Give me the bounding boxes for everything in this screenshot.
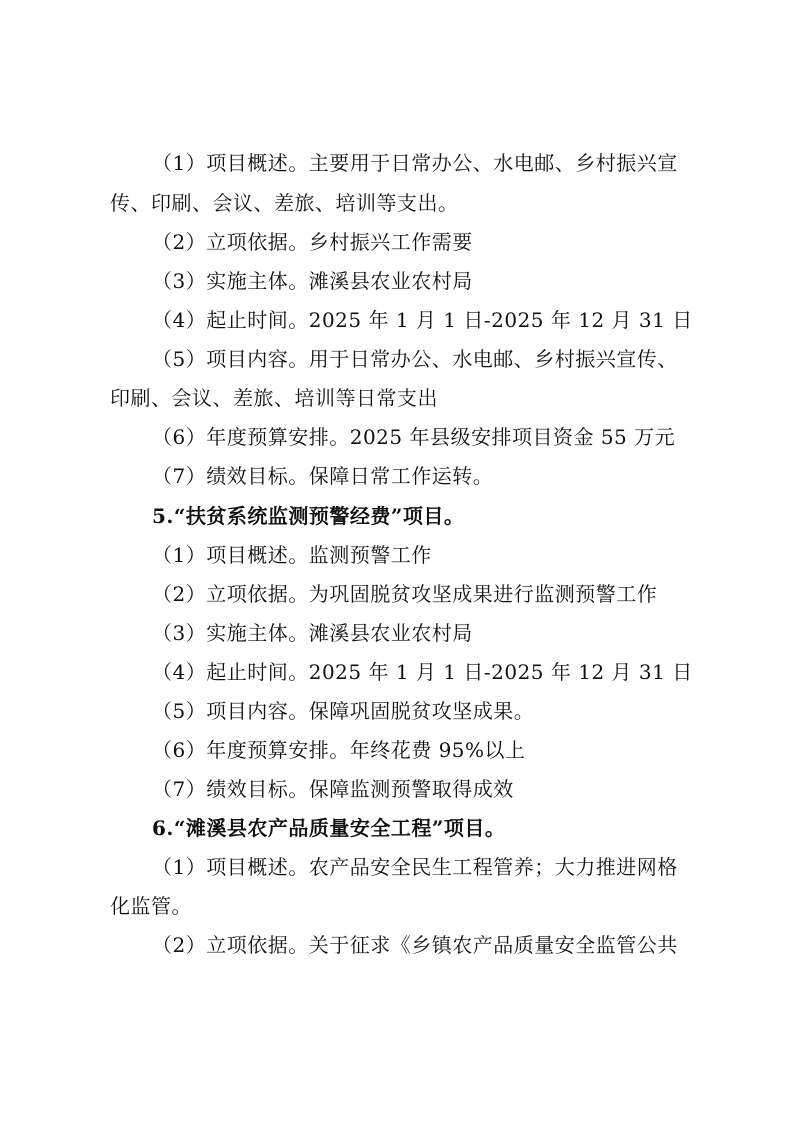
paragraph-line: （3）实施主体。滩溪县农业农村局: [152, 621, 473, 645]
paragraph-line: （4）起止时间。2025 年 1 月 1 日-2025 年 12 月 31 日: [152, 660, 693, 684]
paragraph-line: （2）立项依据。乡村振兴工作需要: [152, 230, 473, 254]
paragraph-line: （7）绩效目标。保障监测预警取得成效: [152, 777, 514, 801]
paragraph-line: 印刷、会议、差旅、培训等日常支出: [110, 386, 438, 410]
paragraph-line: （6）年度预算安排。2025 年县级安排项目资金 55 万元: [152, 425, 676, 449]
paragraph-line: 传、印刷、会议、差旅、培训等支出。: [110, 191, 459, 215]
paragraph-line: 化监管。: [110, 894, 192, 918]
paragraph-line: （1）项目概述。主要用于日常办公、水电邮、乡村振兴宣: [152, 151, 678, 175]
paragraph-line: （5）项目内容。用于日常办公、水电邮、乡村振兴宣传、: [152, 347, 678, 371]
paragraph-line: （2）立项依据。关于征求《乡镇农产品质量安全监管公共: [152, 933, 678, 957]
paragraph-line: （5）项目内容。保障巩固脱贫攻坚成果。: [152, 699, 535, 723]
paragraph-line: （4）起止时间。2025 年 1 月 1 日-2025 年 12 月 31 日: [152, 308, 693, 332]
paragraph-line: （2）立项依据。为巩固脱贫攻坚成果进行监测预警工作: [152, 582, 658, 606]
paragraph-line: （3）实施主体。滩溪县农业农村局: [152, 269, 473, 293]
paragraph-line: （6）年度预算安排。年终花费 95%以上: [152, 738, 526, 762]
section-heading: 5.“扶贫系统监测预警经费”项目。: [152, 504, 465, 528]
paragraph-line: （1）项目概述。农产品安全民生工程管养；大力推进网格: [152, 855, 678, 879]
section-heading: 6.“滩溪县农产品质量安全工程”项目。: [152, 816, 506, 840]
paragraph-line: （7）绩效目标。保障日常工作运转。: [152, 464, 494, 488]
paragraph-line: （1）项目概述。监测预警工作: [152, 543, 432, 567]
